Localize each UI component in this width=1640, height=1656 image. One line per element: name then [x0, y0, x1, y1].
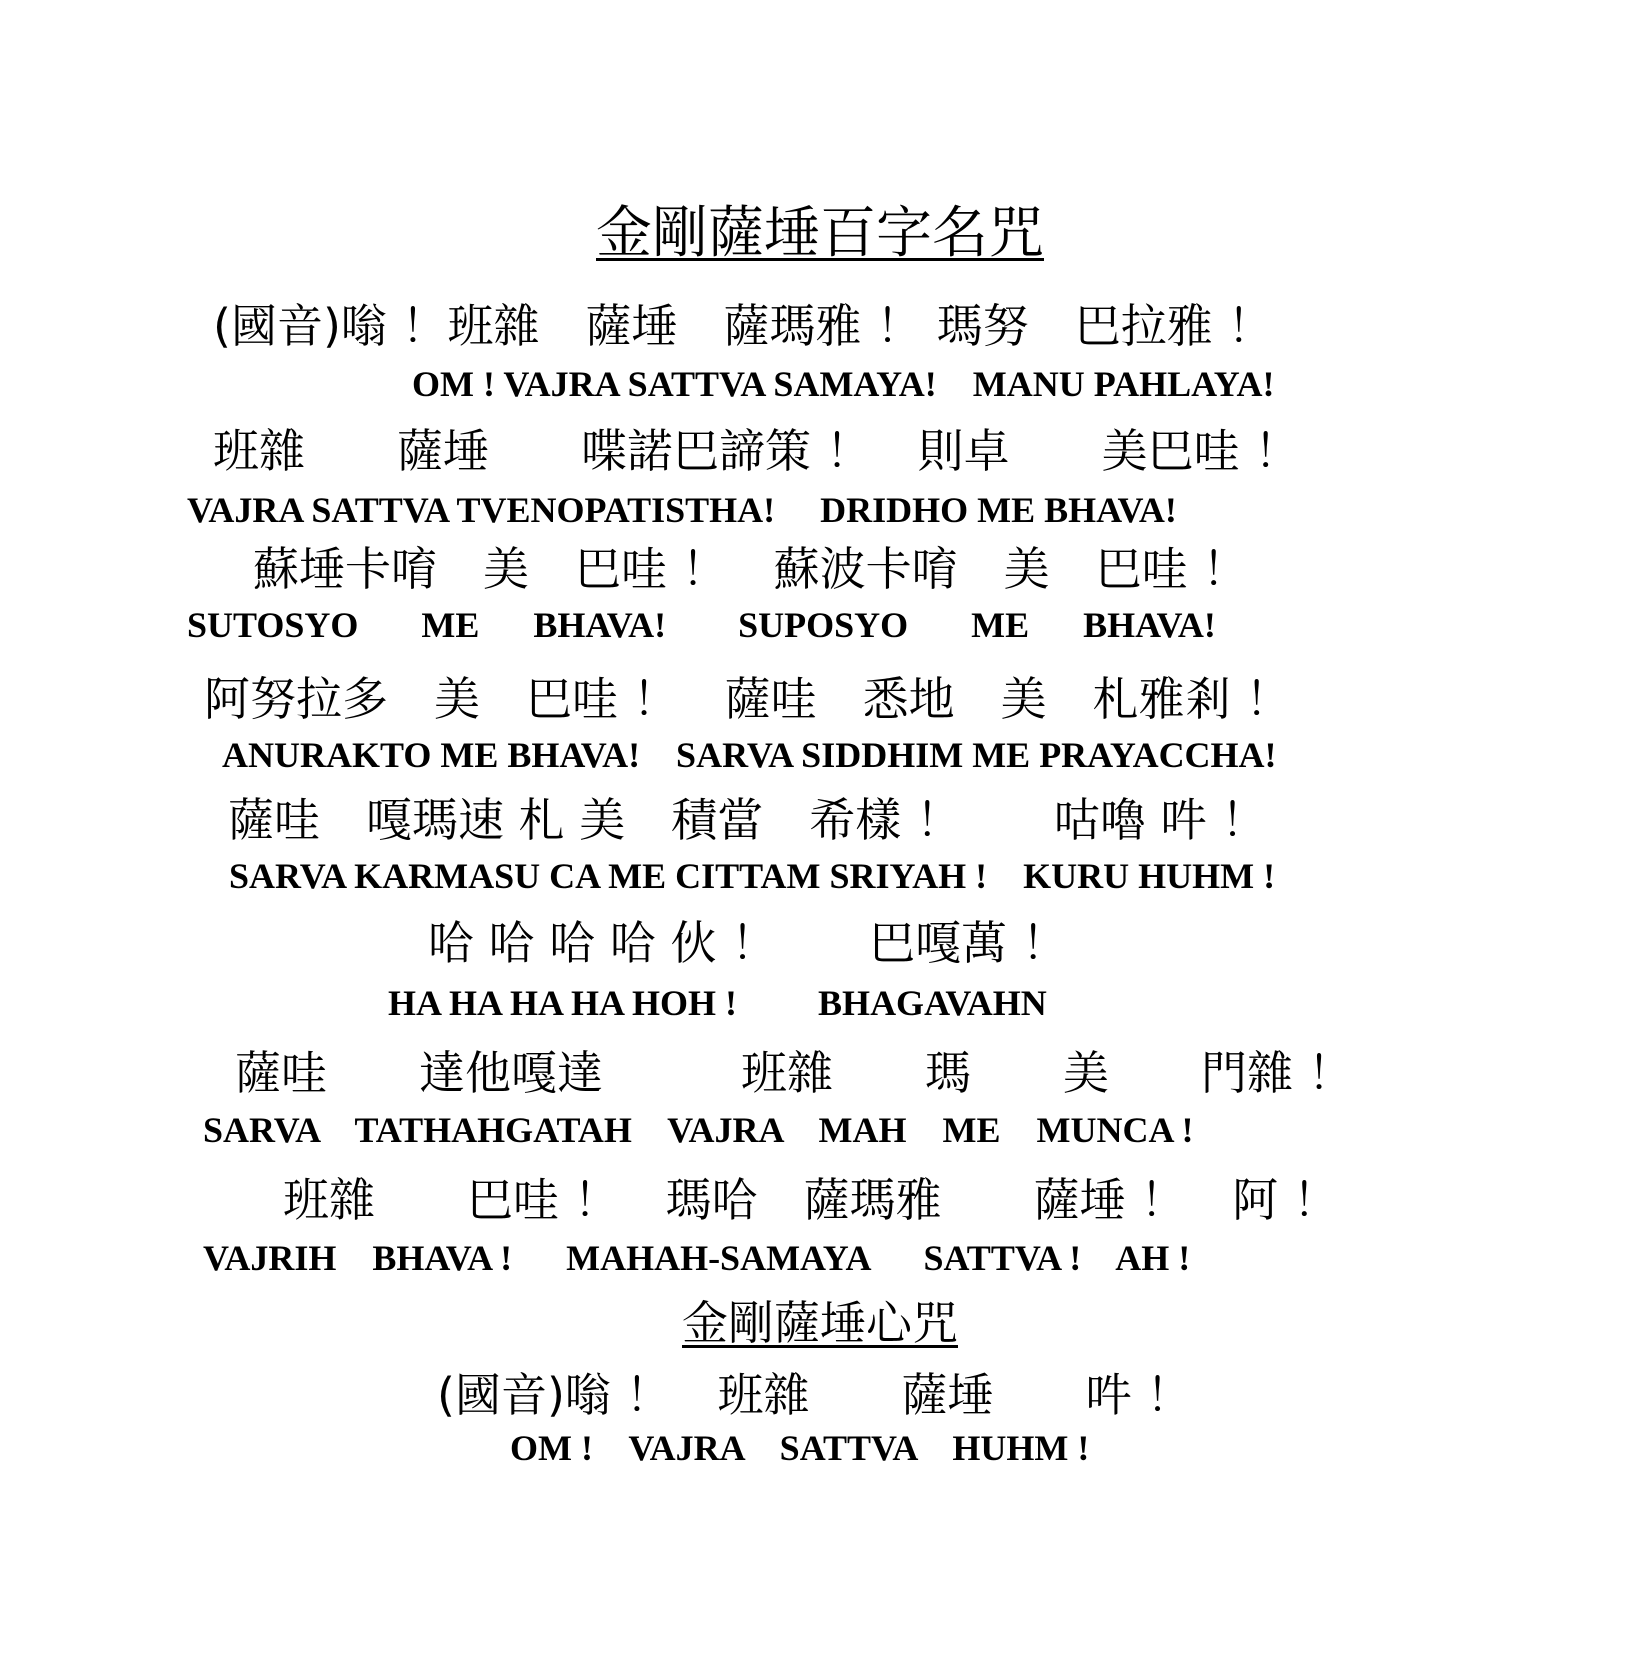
line-4-romanized: ANURAKTO ME BHAVA! SARVA SIDDHIM ME PRAYACCHA!	[222, 735, 1277, 775]
heart-mantra-title: 金剛薩埵心咒	[682, 1296, 958, 1350]
heart-line-romanized: OM ! VAJRA SATTVA HUHM !	[510, 1428, 1090, 1468]
line-7-chinese: 薩哇 達他嘎達 班雜 瑪 美 門雜 ！	[235, 1046, 1354, 1100]
line-2-romanized: VAJRA SATTVA TVENOPATISTHA! DRIDHO ME BHAVA!	[187, 490, 1177, 530]
line-1-romanized: OM ! VAJRA SATTVA SAMAYA! MANU PAHLAYA!	[412, 364, 1275, 404]
line-2-chinese: 班雜 薩埵 喋諾巴諦策 ！ 則卓 美巴哇 ！	[213, 424, 1301, 478]
line-7-romanized: SARVA TATHAHGATAH VAJRA MAH ME MUNCA !	[203, 1110, 1194, 1150]
line-3-chinese: 蘇埵卡唷 美 巴哇 ！ 蘇波卡唷 美 巴哇 ！	[253, 542, 1249, 596]
line-5-romanized: SARVA KARMASU CA ME CITTAM SRIYAH ! KURU HUHM !	[229, 856, 1276, 896]
line-6-romanized: HA HA HA HA HOH ! BHAGAVAHN	[388, 983, 1047, 1023]
document-title: 金剛薩埵百字名咒	[596, 201, 1044, 266]
line-8-chinese: 班雜 巴哇 ！ 瑪哈 薩瑪雅 薩埵 ！ 阿 ！	[283, 1173, 1339, 1227]
line-1-chinese: (國音)嗡 ！班雜 薩埵 薩瑪雅 ！ 瑪努 巴拉雅 ！	[213, 299, 1274, 353]
line-5-chinese: 薩哇 嘎瑪速 札 美 積當 希樣 ！ 咕嚕 吽 ！	[228, 793, 1268, 847]
heart-line-chinese: (國音)嗡 ！ 班雜 薩埵 吽 ！	[437, 1368, 1193, 1422]
line-3-romanized: SUTOSYO ME BHAVA! SUPOSYO ME BHAVA!	[187, 605, 1216, 645]
line-6-chinese: 哈 哈 哈 哈 伙 ！ 巴嘎萬 ！	[428, 916, 1068, 970]
line-4-chinese: 阿努拉多 美 巴哇 ！ 薩哇 悉地 美 札雅剎 ！	[204, 672, 1292, 726]
line-8-romanized: VAJRIH BHAVA ! MAHAH-SAMAYA SATTVA ! AH !	[203, 1238, 1191, 1278]
